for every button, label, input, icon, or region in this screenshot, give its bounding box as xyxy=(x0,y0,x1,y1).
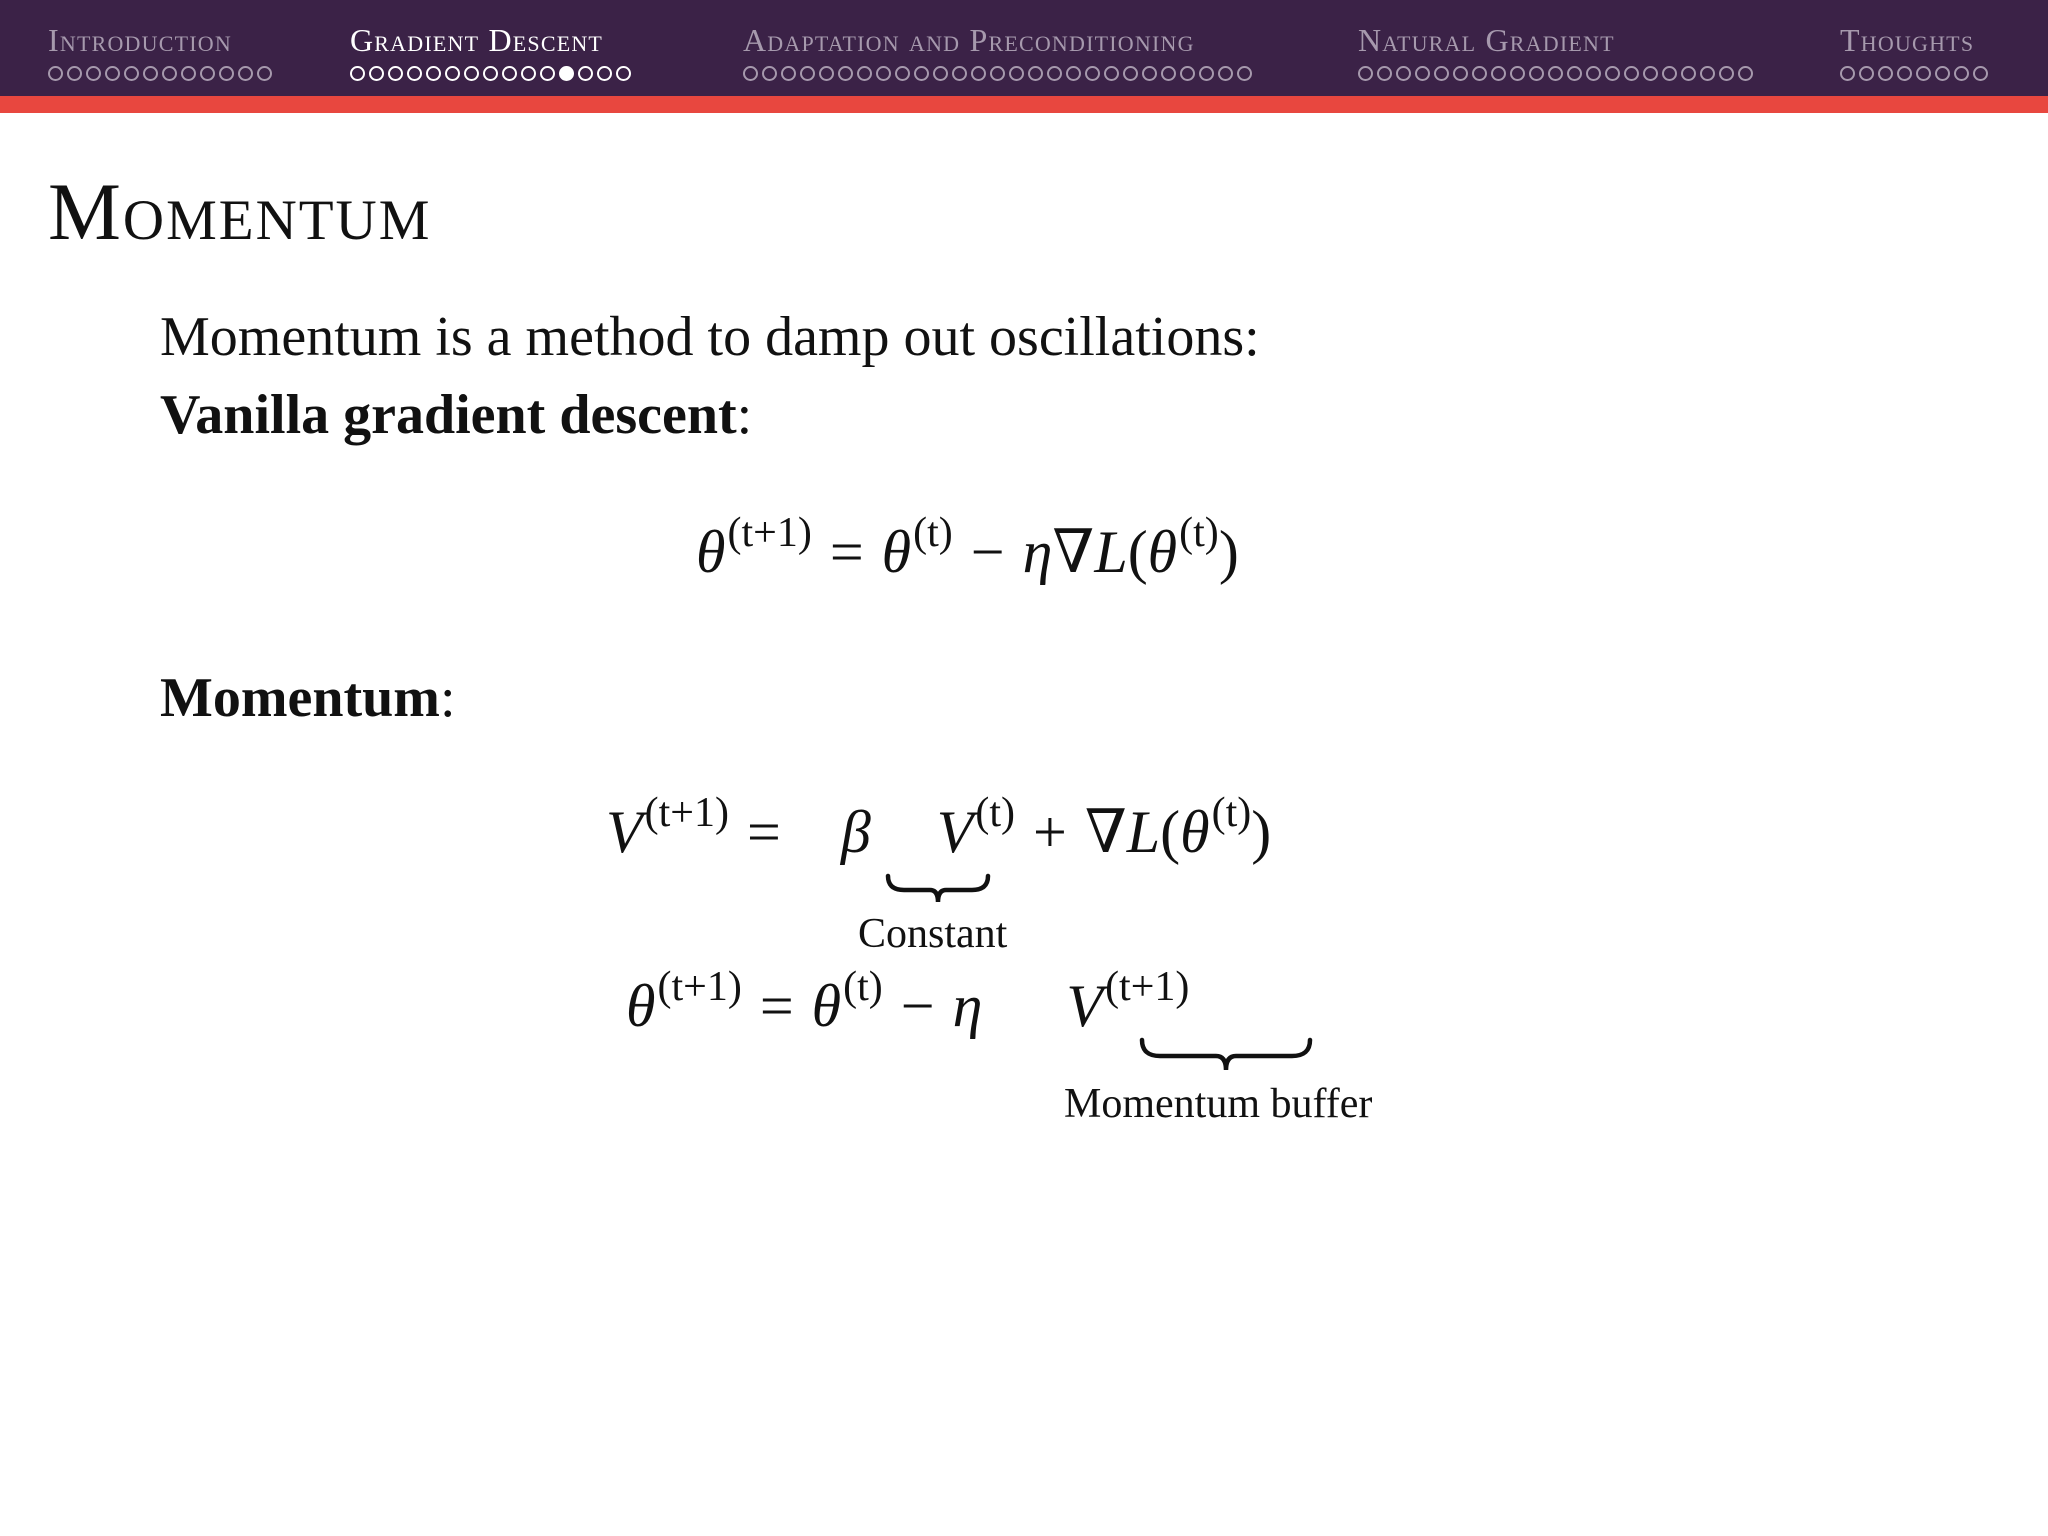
slide-dot[interactable] xyxy=(1529,66,1544,81)
slide-dot[interactable] xyxy=(933,66,948,81)
slide-dots-adaptation-and-preconditioning xyxy=(743,66,1252,81)
slide-dot[interactable] xyxy=(762,66,777,81)
slide-dot[interactable] xyxy=(1897,66,1912,81)
slide-dot[interactable] xyxy=(219,66,234,81)
slide-dots-gradient-descent xyxy=(350,66,631,81)
open-paren: ( xyxy=(1127,519,1148,585)
accent-stripe xyxy=(0,96,2048,113)
brace-label-momentum-buffer: Momentum buffer xyxy=(1064,1081,1373,1127)
brace-label-constant: Constant xyxy=(858,911,1008,957)
slide-dot[interactable] xyxy=(1199,66,1214,81)
slide-dot[interactable] xyxy=(200,66,215,81)
slide-dot[interactable] xyxy=(1935,66,1950,81)
slide-dot[interactable] xyxy=(1472,66,1487,81)
slide-dot[interactable] xyxy=(1567,66,1582,81)
slide-dot[interactable] xyxy=(800,66,815,81)
velocity-symbol: V xyxy=(1066,973,1104,1039)
theta-symbol: θ xyxy=(626,973,656,1039)
nabla-symbol: ∇ xyxy=(1052,519,1095,585)
slide-dot[interactable] xyxy=(578,66,593,81)
slide-dots-thoughts xyxy=(1840,66,1988,81)
momentum-heading-line xyxy=(160,664,456,732)
superscript-t-plus-1: (t+1) xyxy=(1105,964,1190,1010)
slide-dot[interactable] xyxy=(1973,66,1988,81)
minus-sign: − xyxy=(970,519,1005,585)
underbrace-momentum-buffer xyxy=(1138,1036,1314,1074)
momentum-heading: Momentum xyxy=(160,667,440,729)
slide-dot[interactable] xyxy=(876,66,891,81)
slide-dot[interactable] xyxy=(1624,66,1639,81)
equation-parameter-update xyxy=(626,964,1190,1049)
nav-link-adaptation-and-preconditioning[interactable]: Adaptation and Preconditioning xyxy=(743,22,1195,58)
slide-dot[interactable] xyxy=(238,66,253,81)
slide-dot[interactable] xyxy=(1916,66,1931,81)
theta-symbol: θ xyxy=(881,519,912,585)
superscript-t: (t) xyxy=(913,510,953,556)
slide-dot[interactable] xyxy=(990,66,1005,81)
slide-dot[interactable] xyxy=(1434,66,1449,81)
superscript-t-plus-1: (t+1) xyxy=(644,790,729,836)
nav-link-thoughts[interactable]: Thoughts xyxy=(1840,22,1975,58)
equation-vanilla-gd xyxy=(696,510,1239,595)
slide-dot[interactable] xyxy=(1840,66,1855,81)
slide-dot[interactable] xyxy=(1161,66,1176,81)
loss-symbol: L xyxy=(1126,799,1161,865)
vanilla-colon: : xyxy=(736,384,753,446)
slide-dot[interactable] xyxy=(521,66,536,81)
slide-dot[interactable] xyxy=(1700,66,1715,81)
nav-section-gradient-descent xyxy=(350,20,631,81)
nabla-symbol: ∇ xyxy=(1084,799,1127,865)
slide-dot[interactable] xyxy=(971,66,986,81)
section-navigation-bar xyxy=(0,0,2048,96)
loss-symbol: L xyxy=(1094,519,1128,585)
velocity-symbol: V xyxy=(936,799,974,865)
slide-dot[interactable] xyxy=(407,66,422,81)
slide-dot[interactable] xyxy=(1009,66,1024,81)
beta-symbol: β xyxy=(840,799,871,865)
nav-link-gradient-descent[interactable]: Gradient Descent xyxy=(350,22,604,58)
slide-dot[interactable] xyxy=(483,66,498,81)
slide-dot[interactable] xyxy=(1548,66,1563,81)
nav-section-introduction xyxy=(48,20,272,81)
momentum-colon: : xyxy=(439,667,456,729)
theta-symbol: θ xyxy=(1147,519,1178,585)
underbrace-beta xyxy=(884,872,992,906)
equals-sign: = xyxy=(746,799,781,865)
slide-dot[interactable] xyxy=(1643,66,1658,81)
slide-dot[interactable] xyxy=(838,66,853,81)
nav-link-natural-gradient[interactable]: Natural Gradient xyxy=(1358,22,1615,58)
superscript-t: (t) xyxy=(1179,510,1219,556)
slide-dot[interactable] xyxy=(1104,66,1119,81)
slide-dot[interactable] xyxy=(781,66,796,81)
vanilla-heading-line xyxy=(160,381,752,449)
slide-dot[interactable] xyxy=(1180,66,1195,81)
slide-dot[interactable] xyxy=(48,66,63,81)
slide-dot[interactable] xyxy=(1358,66,1373,81)
close-paren: ) xyxy=(1251,799,1272,865)
slide-dot[interactable] xyxy=(369,66,384,81)
slide-dot[interactable] xyxy=(952,66,967,81)
slide-dot[interactable] xyxy=(1377,66,1392,81)
slide-dot[interactable] xyxy=(1415,66,1430,81)
slide-dot[interactable] xyxy=(1142,66,1157,81)
superscript-t: (t) xyxy=(843,964,883,1010)
slide-dot[interactable] xyxy=(1047,66,1062,81)
slide-dot[interactable] xyxy=(540,66,555,81)
open-paren: ( xyxy=(1160,799,1181,865)
slide-dot[interactable] xyxy=(143,66,158,81)
slide-dot[interactable] xyxy=(350,66,365,81)
slide-dot[interactable] xyxy=(857,66,872,81)
equals-sign: = xyxy=(759,973,794,1039)
slide-dot[interactable] xyxy=(819,66,834,81)
close-paren: ) xyxy=(1218,519,1239,585)
slide-dot[interactable] xyxy=(388,66,403,81)
slide-dot[interactable] xyxy=(1123,66,1138,81)
slide-dot[interactable] xyxy=(616,66,631,81)
nav-section-natural-gradient xyxy=(1358,20,1753,81)
slide-dot[interactable] xyxy=(1237,66,1252,81)
slide-dots-introduction xyxy=(48,66,272,81)
slide-dot[interactable] xyxy=(1586,66,1601,81)
superscript-t-plus-1: (t+1) xyxy=(657,964,742,1010)
slide-dot[interactable] xyxy=(502,66,517,81)
slide-dot[interactable] xyxy=(1066,66,1081,81)
slide-dot[interactable] xyxy=(1878,66,1893,81)
equation-velocity-update xyxy=(606,790,1272,875)
theta-symbol: θ xyxy=(1180,799,1210,865)
slide-dot[interactable] xyxy=(464,66,479,81)
slide-dot[interactable] xyxy=(1028,66,1043,81)
slide-dot[interactable] xyxy=(105,66,120,81)
equals-sign: = xyxy=(829,519,864,585)
slide-dot[interactable] xyxy=(1491,66,1506,81)
slide-dot[interactable] xyxy=(445,66,460,81)
slide-dot[interactable] xyxy=(597,66,612,81)
eta-symbol: η xyxy=(952,973,983,1039)
slide-dot[interactable] xyxy=(743,66,758,81)
slide-dot[interactable] xyxy=(1218,66,1233,81)
slide-dot[interactable] xyxy=(162,66,177,81)
slide-dot[interactable] xyxy=(914,66,929,81)
slide-dot[interactable] xyxy=(1719,66,1734,81)
vanilla-heading: Vanilla gradient descent xyxy=(160,384,737,446)
theta-symbol: θ xyxy=(696,519,726,585)
theta-symbol: θ xyxy=(811,973,842,1039)
slide-dot[interactable] xyxy=(1681,66,1696,81)
eta-symbol: η xyxy=(1022,519,1053,585)
slide-dot[interactable] xyxy=(1085,66,1100,81)
nav-section-adaptation-and-preconditioning xyxy=(743,20,1252,81)
current-slide-dot[interactable] xyxy=(559,66,574,81)
minus-sign: − xyxy=(900,973,935,1039)
velocity-symbol: V xyxy=(606,799,643,865)
slide-dot[interactable] xyxy=(895,66,910,81)
slide-dot[interactable] xyxy=(124,66,139,81)
slide-dot[interactable] xyxy=(1859,66,1874,81)
slide-dot[interactable] xyxy=(67,66,82,81)
slide-dot[interactable] xyxy=(1954,66,1969,81)
superscript-t-plus-1: (t+1) xyxy=(727,510,812,556)
slide-dot[interactable] xyxy=(257,66,272,81)
slide-dot[interactable] xyxy=(1662,66,1677,81)
slide-dot[interactable] xyxy=(1396,66,1411,81)
plus-sign: + xyxy=(1033,799,1067,865)
slide-dot[interactable] xyxy=(181,66,196,81)
slide-dots-natural-gradient xyxy=(1358,66,1753,81)
slide-dot[interactable] xyxy=(1605,66,1620,81)
superscript-t: (t) xyxy=(1211,790,1252,836)
slide-dot[interactable] xyxy=(426,66,441,81)
superscript-t: (t) xyxy=(975,790,1016,836)
slide-dot[interactable] xyxy=(1510,66,1525,81)
intro-text: Momentum is a method to damp out oscillations: xyxy=(160,306,1260,368)
slide-title: Momentum xyxy=(48,166,432,257)
nav-link-introduction[interactable]: Introduction xyxy=(48,22,232,58)
slide-dot[interactable] xyxy=(86,66,101,81)
slide-dot[interactable] xyxy=(1738,66,1753,81)
nav-section-thoughts xyxy=(1840,20,1988,81)
slide-dot[interactable] xyxy=(1453,66,1468,81)
